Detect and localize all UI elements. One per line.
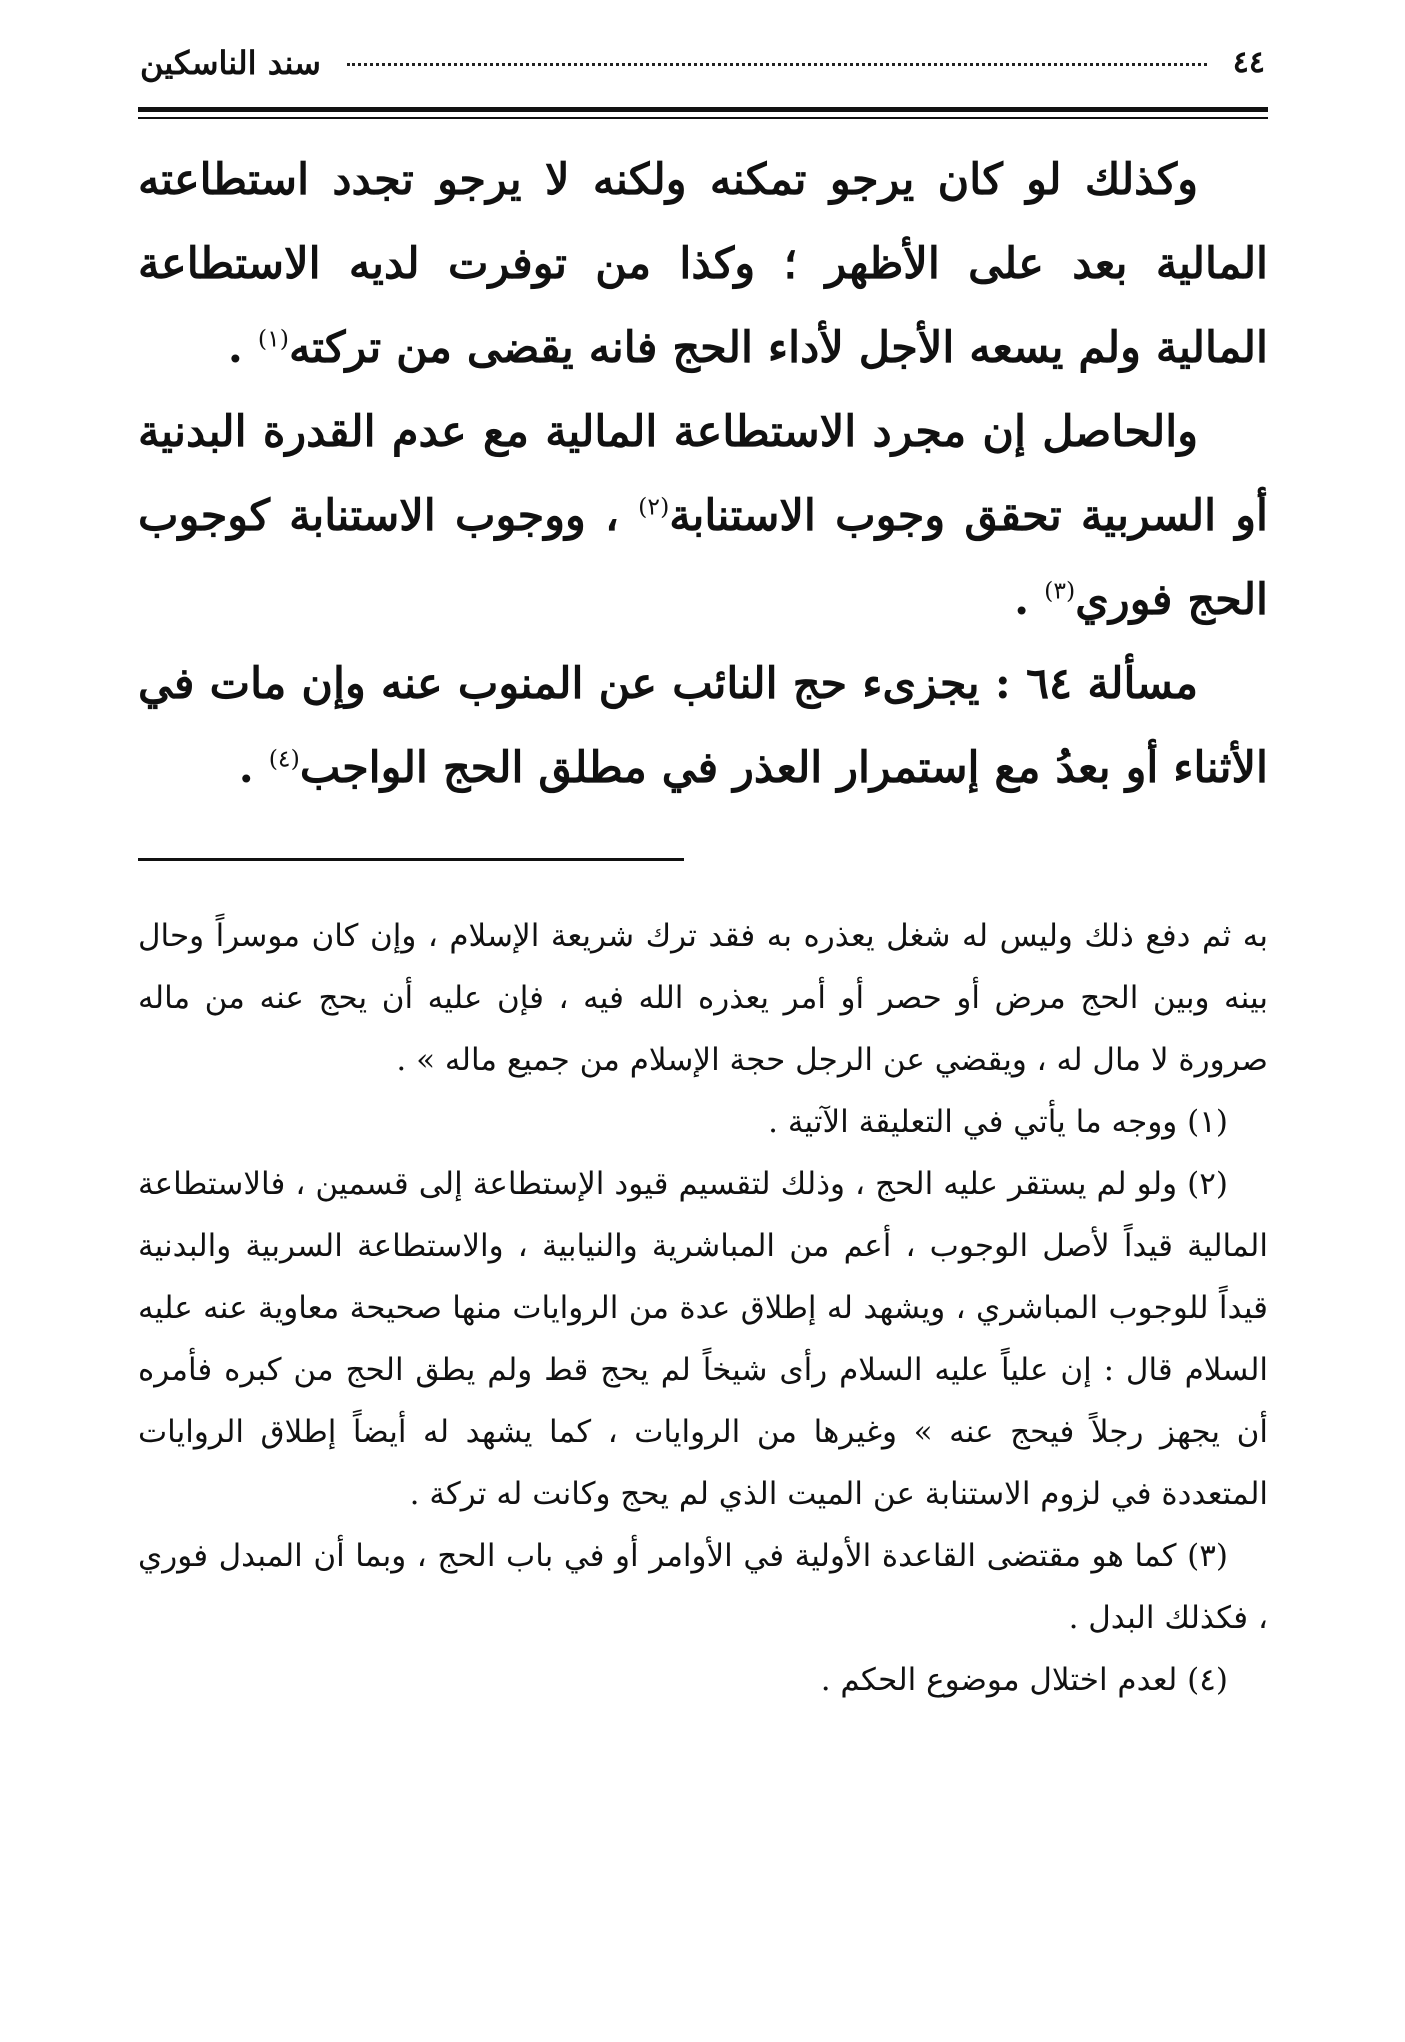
end-punctuation: . <box>1014 575 1030 625</box>
footnotes <box>138 905 1268 1711</box>
header-rule-thin <box>138 117 1268 119</box>
footnote: (١) ووجه ما يأتي في التعليقة الآتية . <box>768 1104 1228 1140</box>
footnote: (٤) لعدم اختلال موضوع الحكم . <box>820 1662 1228 1698</box>
footnote: (٢) ولو لم يستقر عليه الحج ، وذلك لتقسيم قيود الإستطاعة إلى قسمين ، فالاستطاعة المالية قيداً لأصل الوجوب ، أعم من المباشرية والنيابية ، والاستطاعة السربية والبدنية قيداً للوجوب المباشري ، ويشهد له إطلاق عدة من الروايات منها صحيحة معاوية عنه عليه السلام قال : إن علياً عليه السلام رأى شيخاً لم يحج قط ولم يطق الحج من كبره فأمره أن يجهز رجلاً فيحج عنه » وغيرها من الروايات ، كما يشهد له أيضاً إطلاق الروايات المتعددة في لزوم الاستنابة عن الميت الذي لم يحج وكانت له تركة . <box>138 1166 1268 1512</box>
end-punctuation: . <box>227 323 243 373</box>
footnote-marker: (٣) <box>1044 576 1076 605</box>
paragraph-text: والحاصل إن مجرد الاستطاعة المالية مع عدم القدرة البدنية أو السربية تحقق وجوب الاستنابة <box>138 407 1268 541</box>
book-title: سند الناسكين <box>140 43 321 82</box>
footnote-marker: (٢) <box>638 492 670 521</box>
footnote: (٣) كما هو مقتضى القاعدة الأولية في الأوامر أو في باب الحج ، وبما أن المبدل فوري ، فكذلك البدل . <box>138 1538 1268 1636</box>
page-number: ٤٤ <box>1232 45 1265 80</box>
running-header <box>140 40 1265 85</box>
paragraph-text: ، ووجوب الاستنابة كوجوب الحج فوري <box>138 491 1268 625</box>
header-leader-dots <box>347 63 1207 66</box>
main-paragraph <box>138 390 1268 642</box>
main-paragraph <box>138 138 1268 390</box>
paragraph-text: وكذلك لو كان يرجو تمكنه ولكنه لا يرجو تجدد استطاعته المالية بعد على الأظهر ؛ وكذا من توفرت لديه الاستطاعة المالية ولم يسعه الأجل لأداء الحج فانه يقضى من تركته <box>138 155 1268 373</box>
footnote-separator <box>138 858 684 861</box>
end-punctuation: . <box>238 743 254 793</box>
header-rule-thick <box>138 107 1268 112</box>
footnote-marker: (٤) <box>268 744 300 773</box>
footnote-continuation: به ثم دفع ذلك وليس له شغل يعذره به فقد ترك شريعة الإسلام ، وإن كان موسراً وحال بينه وبين الحج مرض أو حصر أو أمر يعذره الله فيه ، فإن عليه أن يحج عنه من ماله صرورة لا مال له ، ويقضي عن الرجل حجة الإسلام من جميع ماله » . <box>138 918 1268 1078</box>
footnote-marker: (١) <box>257 324 289 353</box>
main-paragraph <box>138 642 1268 810</box>
paragraph-text: مسألة ٦٤ : يجزىء حج النائب عن المنوب عنه وإن مات في الأثناء أو بعدُ مع إستمرار العذر في مطلق الحج الواجب <box>138 659 1268 793</box>
main-text <box>138 138 1268 810</box>
